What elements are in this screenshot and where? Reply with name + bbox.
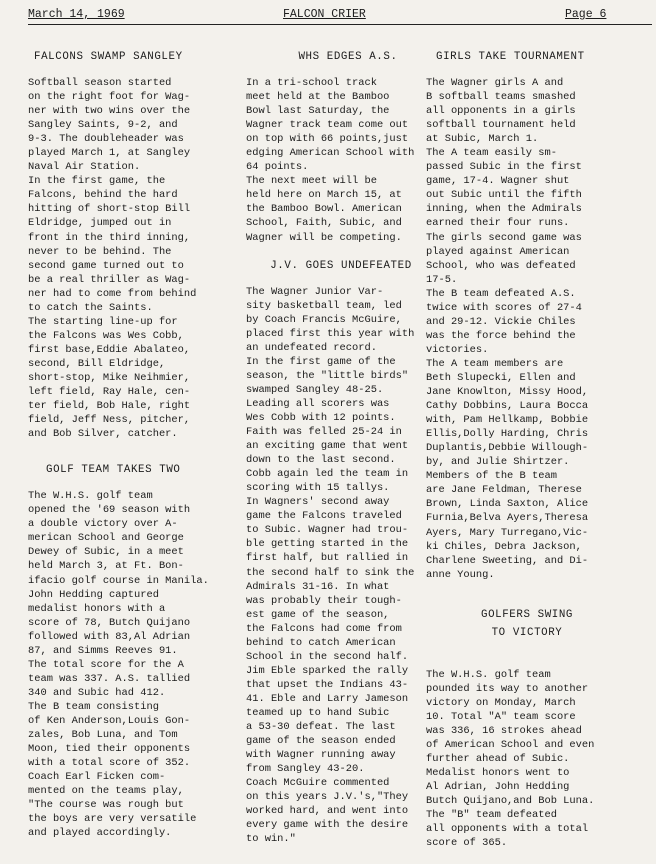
issue-date: March 14, 1969 <box>28 8 125 21</box>
masthead <box>0 4 656 26</box>
article-golfers-swing: The W.H.S. golf team pounded its way to another victory on Monday, March 10. Total "A" team score was 336, 16 strokes ahead of American School and even further ahead of Subic. Medalist honors went to Al Adrian, John Hedding Butch Quijano,and Bob Luna. The "B" team defeated all opponents with a total score of 365. <box>426 668 595 850</box>
page-number: Page 6 <box>565 8 607 21</box>
column-1 <box>28 50 224 840</box>
article-golf-team-takes-two: The W.H.S. golf team opened the '69 season with a double victory over A- merican School and George Dewey of Subic, in a meet held March 3, at Ft. Bon- ifacio golf course in Manila. John Hedding captured medalist honors with a score of 78, Butch Quijano followed with 83,Al Adrian 87, and Simms Reeves 91. The total score for the A team was 337. A.S. tallied 340 and Subic had 412. The B team consisting of Ken Anderson,Louis Gon- zales, Bob Luna, and Tom Moon, tied their opponents with a total score of 352. Coach Earl Ficken com- mented on the teams play, "The course was rough but the boys are very versatile and played accordingly. <box>28 490 209 840</box>
headline-falcons-swamp-sangley: FALCONS SWAMP SANGLEY <box>34 51 183 63</box>
column-3 <box>426 50 618 850</box>
article-whs-edges-as: In a tri-school track meet held at the Bamboo Bowl last Saturday, the Wagner track team come out on top with 66 points,just edging American School with 64 points. The next meet will be held here on March 15, at the Bamboo Bowl. American School, Faith, Subic, and Wagner will be competing. <box>246 77 415 244</box>
headline-golfers-swing: GOLFERS SWING <box>480 608 574 621</box>
headline-girls-take-tournament: GIRLS TAKE TOURNAMENT <box>436 51 585 63</box>
article-girls-take-tournament: The Wagner girls A and B softball teams smashed all opponents in a girls softball tournament held at Subic, March 1. The A team easily sm- passed Subic in the first game, 17-4. Wagner shut out Subic until the fifth inning, when the Admirals earned their four runs. The girls second game was played against American School, who was defeated 17-5. The B team defeated A.S. twice with scores of 27-4 and 29-12. Vickie Chiles was the force behind the victories. The A team members are Beth Slupecki, Ellen and Jane Knowlton, Missy Hood, Cathy Dobbins, Laura Bocca with, Pam Hellkamp, Bobbie Ellis,Dolly Harding, Chris Duplantis,Debbie Willough- by, and Julie Shirtzer. Members of the B team are Jane Feldman, Therese Brown, Linda Saxton, Alice Furnia,Belva Ayers,Theresa Ayers, Mary Turregano,Vic- ki Chiles, Debra Jackson, Charlene Sweeting, and Di- anne Young. <box>426 77 589 581</box>
headline-jv-goes-undefeated: J.V. GOES UNDEFEATED <box>270 259 412 272</box>
masthead-rule <box>28 24 652 25</box>
column-2 <box>246 50 436 846</box>
headline-golf-team-takes-two: GOLF TEAM TAKES TWO <box>46 464 181 477</box>
paper-title: FALCON CRIER <box>283 8 366 21</box>
article-jv-goes-undefeated: The Wagner Junior Var- sity basketball team, led by Coach Francis McGuire, placed first this year with an undefeated record. In the first game of the season, the "little birds" swamped Sangley 48-25. Leading all scorers was Wes Cobb with 12 points. Faith was felled 25-24 in an exciting game that went down to the last second. Cobb again led the team in scoring with 15 tallys. In Wagners' second away game the Falcons traveled to Subic. Wagner had trou- ble getting started in the first half, but rallied in the second half to sink the Admirals 31-16. In what was probably their tough- est game of the season, the Falcons had come from behind to catch American School in the second half. Jim Eble sparked the rally that upset the Indians 43- 41. Eble and Larry Jameson teamed up to hand Subic a 53-30 defeat. The last game of the season ended with Wagner running away from Sangley 43-20. Coach McGuire commented on this years J.V.'s,"They worked hard, and went into every game with the desire to win." <box>246 285 415 846</box>
article-falcons-swamp-sangley: Softball season started on the right foot for Wag- ner with two wins over the Sangley Saints, 9-2, and 9-3. The doubleheader was played March 1, at Sangley Naval Air Station. In the first game, the Falcons, behind the hard hitting of short-stop Bill Eldridge, jumped out in front in the third inning, never to be behind. The second game turned out to be a real thriller as Wag- ner had to come from behind to catch the Saints. The starting line-up for the Falcons was Wes Cobb, first base,Eddie Abalateo, second, Bill Eldridge, short-stop, Mike Neihmier, left field, Ray Hale, cen- ter field, Bob Hale, right field, Jeff Ness, pitcher, and Bob Silver, catcher. <box>28 77 197 441</box>
headline-whs-edges-as: WHS EDGES A.S. <box>298 51 398 63</box>
headline-to-victory: TO VICTORY <box>491 626 563 639</box>
